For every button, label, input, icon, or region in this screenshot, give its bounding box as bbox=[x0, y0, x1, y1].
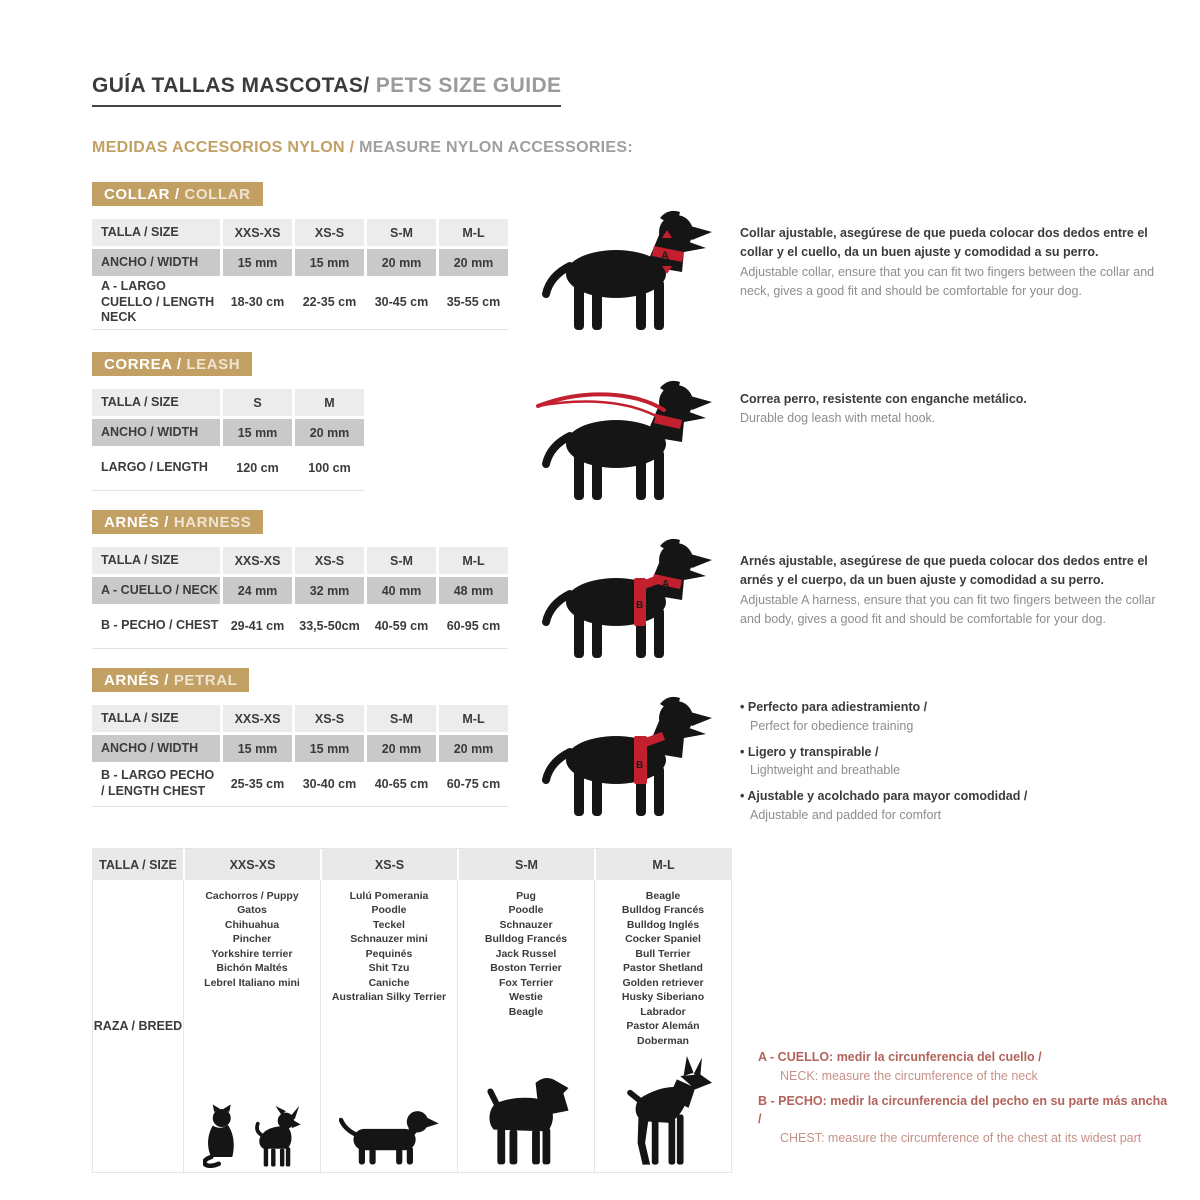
row-label: TALLA / SIZE bbox=[92, 219, 220, 246]
row-label: A - CUELLO / NECK bbox=[92, 577, 220, 604]
petral-marker-letter: B bbox=[636, 760, 644, 771]
row-label: TALLA / SIZE bbox=[92, 547, 220, 574]
collar-marker-letter: A bbox=[661, 250, 669, 262]
harness-desc-en: Adjustable A harness, ensure that you can fit two fingers between the collar and body, gives a good fit and should be comfortable for your dog. bbox=[740, 592, 1156, 627]
cell: 24 mm bbox=[223, 577, 292, 604]
cell: 30-45 cm bbox=[367, 279, 436, 326]
collar-description bbox=[740, 224, 1160, 302]
cell: S bbox=[223, 389, 292, 416]
bullet-es: • Ajustable y acolchado para mayor comodidad / bbox=[740, 787, 1160, 806]
dog-with-chest-band-icon bbox=[534, 690, 724, 820]
cell: 40-65 cm bbox=[367, 765, 436, 803]
row-label: TALLA / SIZE bbox=[92, 705, 220, 732]
row-label: ANCHO / WIDTH bbox=[92, 249, 220, 276]
dog-with-harness-markers-icon bbox=[534, 532, 724, 662]
subtitle-es: MEDIDAS ACCESORIOS NYLON / bbox=[92, 139, 355, 156]
collar-desc-es: Collar ajustable, asegúrese de que pueda colocar dos dedos entre el collar y el cuello, da un buen ajuste y comodidad a su perro. bbox=[740, 226, 1148, 260]
row-label: ANCHO / WIDTH bbox=[92, 419, 220, 446]
bullet-item bbox=[740, 743, 1160, 781]
header-cell: XXS-XS bbox=[185, 849, 320, 880]
cell: 29-41 cm bbox=[223, 607, 292, 645]
cell: 22-35 cm bbox=[295, 279, 364, 326]
cell: M-L bbox=[439, 219, 508, 246]
petral-badge-es: ARNÉS / bbox=[104, 672, 170, 689]
note-neck-es: A - CUELLO: medir la circunferencia del cuello / bbox=[758, 1050, 1042, 1064]
page-title-es: GUÍA TALLAS MASCOTAS/ bbox=[92, 74, 370, 97]
dog-with-collar-marker-icon bbox=[534, 204, 724, 334]
table-row bbox=[92, 219, 508, 246]
bullet-en: Adjustable and padded for comfort bbox=[750, 807, 942, 822]
harness-badge bbox=[92, 510, 263, 534]
cell: 35-55 cm bbox=[439, 279, 508, 326]
header-cell: S-M bbox=[459, 849, 594, 880]
cell: XXS-XS bbox=[223, 705, 292, 732]
note-neck-en: NECK: measure the circumference of the neck bbox=[780, 1068, 1038, 1083]
cell: 48 mm bbox=[439, 577, 508, 604]
breed-column-xs-s bbox=[321, 880, 458, 1172]
cell: 20 mm bbox=[439, 735, 508, 762]
cell: 25-35 cm bbox=[223, 765, 292, 803]
table-row bbox=[92, 607, 508, 645]
row-label: A - LARGO CUELLO / LENGTH NECK bbox=[92, 279, 220, 326]
breed-list: Pug Poodle Schnauzer Bulldog Francés Jack Russel Boston Terrier Fox Terrier Westie Beagle bbox=[484, 890, 568, 1018]
cell: 60-95 cm bbox=[439, 607, 508, 645]
row-label: B - PECHO / CHEST bbox=[92, 607, 220, 645]
table-row bbox=[92, 735, 508, 762]
leash-table bbox=[92, 386, 364, 491]
harness-desc-es: Arnés ajustable, asegúrese de que pueda colocar dos dedos entre el arnés y el cuerpo, da un buen ajuste y comodidad a su perro. bbox=[740, 554, 1148, 588]
cell: 20 mm bbox=[367, 735, 436, 762]
table-row bbox=[92, 705, 508, 732]
cell: 20 mm bbox=[367, 249, 436, 276]
cell: 40-59 cm bbox=[367, 607, 436, 645]
section-harness bbox=[92, 510, 1168, 660]
petral-badge bbox=[92, 668, 249, 692]
page-title-en: PETS SIZE GUIDE bbox=[369, 74, 562, 97]
breed-list: Lulú Pomerania Poodle Teckel Schnauzer mini Pequinés Shit Tzu Caniche Australian Silky Terrier bbox=[331, 890, 447, 1004]
doberman-icon bbox=[611, 1056, 716, 1168]
breed-table-body bbox=[93, 880, 731, 1172]
note-chest-es: B - PECHO: medir la circunferencia del pecho en su parte más ancha / bbox=[758, 1093, 1168, 1127]
bullet-es: • Perfecto para adiestramiento / bbox=[740, 698, 1160, 717]
cell: 32 mm bbox=[295, 577, 364, 604]
breed-animals bbox=[203, 1104, 301, 1168]
collar-badge-en: COLLAR bbox=[179, 186, 251, 203]
page-subtitle bbox=[92, 139, 633, 157]
cell: S-M bbox=[367, 219, 436, 246]
leash-description bbox=[740, 390, 1160, 429]
leash-badge-es: CORREA / bbox=[104, 356, 182, 373]
dog-with-leash-icon bbox=[534, 374, 724, 504]
collar-desc-en: Adjustable collar, ensure that you can fit two fingers between the collar and neck, gives a good fit and should be comfortable for your dog. bbox=[740, 264, 1155, 299]
chihuahua-icon bbox=[253, 1106, 301, 1168]
breed-animals bbox=[480, 1074, 572, 1168]
leash-badge bbox=[92, 352, 252, 376]
table-row bbox=[92, 577, 508, 604]
bullet-en: Perfect for obedience training bbox=[750, 718, 914, 733]
cell: M-L bbox=[439, 547, 508, 574]
bullet-item bbox=[740, 787, 1160, 825]
collar-badge-es: COLLAR / bbox=[104, 186, 180, 203]
harness-marker-letter-b: B bbox=[636, 600, 644, 611]
note-chest-en: CHEST: measure the circumference of the chest at its widest part bbox=[780, 1131, 1142, 1145]
row-label: B - LARGO PECHO / LENGTH CHEST bbox=[92, 765, 220, 803]
row-label: TALLA / SIZE bbox=[92, 389, 220, 416]
collar-badge bbox=[92, 182, 263, 206]
breed-list: Beagle Bulldog Francés Bulldog Inglés Cocker Spaniel Bull Terrier Pastor Shetland Golden retriever Husky Siberiano Labrador Pastor Alemán Doberman bbox=[621, 890, 705, 1047]
dachshund-icon bbox=[339, 1104, 439, 1168]
cell: XS-S bbox=[295, 705, 364, 732]
cell: 20 mm bbox=[439, 249, 508, 276]
table-row bbox=[92, 765, 508, 803]
collar-table bbox=[92, 216, 508, 330]
header-cell: TALLA / SIZE bbox=[93, 849, 183, 880]
harness-badge-en: HARNESS bbox=[169, 514, 252, 531]
breed-column-m-l bbox=[595, 880, 731, 1172]
harness-table bbox=[92, 544, 508, 649]
cell: 15 mm bbox=[223, 249, 292, 276]
leash-desc-es: Correa perro, resistente con enganche metálico. bbox=[740, 392, 1027, 406]
cell: S-M bbox=[367, 547, 436, 574]
petral-badge-en: PETRAL bbox=[169, 672, 238, 689]
note-chest bbox=[758, 1092, 1172, 1148]
header-cell: XS-S bbox=[322, 849, 457, 880]
row-label: ANCHO / WIDTH bbox=[92, 735, 220, 762]
cell: M bbox=[295, 389, 364, 416]
row-label: LARGO / LENGTH bbox=[92, 449, 220, 487]
cell: XS-S bbox=[295, 547, 364, 574]
cell: 60-75 cm bbox=[439, 765, 508, 803]
cell: 15 mm bbox=[295, 735, 364, 762]
cell: XXS-XS bbox=[223, 219, 292, 246]
breed-table bbox=[92, 848, 732, 1173]
table-row bbox=[92, 547, 508, 574]
note-neck bbox=[758, 1048, 1172, 1086]
header-cell: M-L bbox=[596, 849, 731, 880]
harness-description bbox=[740, 552, 1160, 630]
schnauzer-icon bbox=[480, 1074, 572, 1168]
breed-column-xxs-xs bbox=[184, 880, 321, 1172]
table-row bbox=[92, 279, 508, 326]
subtitle-en: MEASURE NYLON ACCESSORIES: bbox=[354, 139, 633, 156]
cell: 33,5-50cm bbox=[295, 607, 364, 645]
section-collar bbox=[92, 182, 1168, 332]
table-row bbox=[92, 249, 508, 276]
table-row bbox=[92, 449, 364, 487]
table-row bbox=[92, 389, 364, 416]
bullet-item bbox=[740, 698, 1160, 736]
breed-animals bbox=[339, 1104, 439, 1168]
section-petral bbox=[92, 668, 1168, 828]
page-title bbox=[92, 74, 561, 107]
cell: 30-40 cm bbox=[295, 765, 364, 803]
harness-marker-letter-a: A bbox=[662, 579, 670, 590]
cell: XXS-XS bbox=[223, 547, 292, 574]
cell: 15 mm bbox=[223, 735, 292, 762]
breed-animals bbox=[611, 1056, 716, 1168]
cell: 40 mm bbox=[367, 577, 436, 604]
cell: S-M bbox=[367, 705, 436, 732]
breed-column-s-m bbox=[458, 880, 595, 1172]
breed-row-label: RAZA / BREED bbox=[93, 880, 184, 1172]
bullet-en: Lightweight and breathable bbox=[750, 763, 901, 778]
cell: XS-S bbox=[295, 219, 364, 246]
section-leash bbox=[92, 352, 1168, 492]
cell: 120 cm bbox=[223, 449, 292, 487]
breed-table-header bbox=[93, 849, 731, 880]
petral-table bbox=[92, 702, 508, 807]
cell: 100 cm bbox=[295, 449, 364, 487]
petral-bullets bbox=[740, 698, 1160, 832]
table-row bbox=[92, 419, 364, 446]
cell: M-L bbox=[439, 705, 508, 732]
cell: 15 mm bbox=[295, 249, 364, 276]
leash-badge-en: LEASH bbox=[181, 356, 241, 373]
measurement-notes bbox=[758, 1048, 1172, 1154]
cat-icon bbox=[203, 1104, 245, 1168]
cell: 18-30 cm bbox=[223, 279, 292, 326]
cell: 15 mm bbox=[223, 419, 292, 446]
leash-desc-en: Durable dog leash with metal hook. bbox=[740, 411, 936, 426]
harness-badge-es: ARNÉS / bbox=[104, 514, 170, 531]
cell: 20 mm bbox=[295, 419, 364, 446]
breed-list: Cachorros / Puppy Gatos Chihuahua Pincher Yorkshire terrier Bichón Maltés Lebrel Italiano mini bbox=[204, 890, 300, 989]
bullet-es: • Ligero y transpirable / bbox=[740, 743, 1160, 762]
